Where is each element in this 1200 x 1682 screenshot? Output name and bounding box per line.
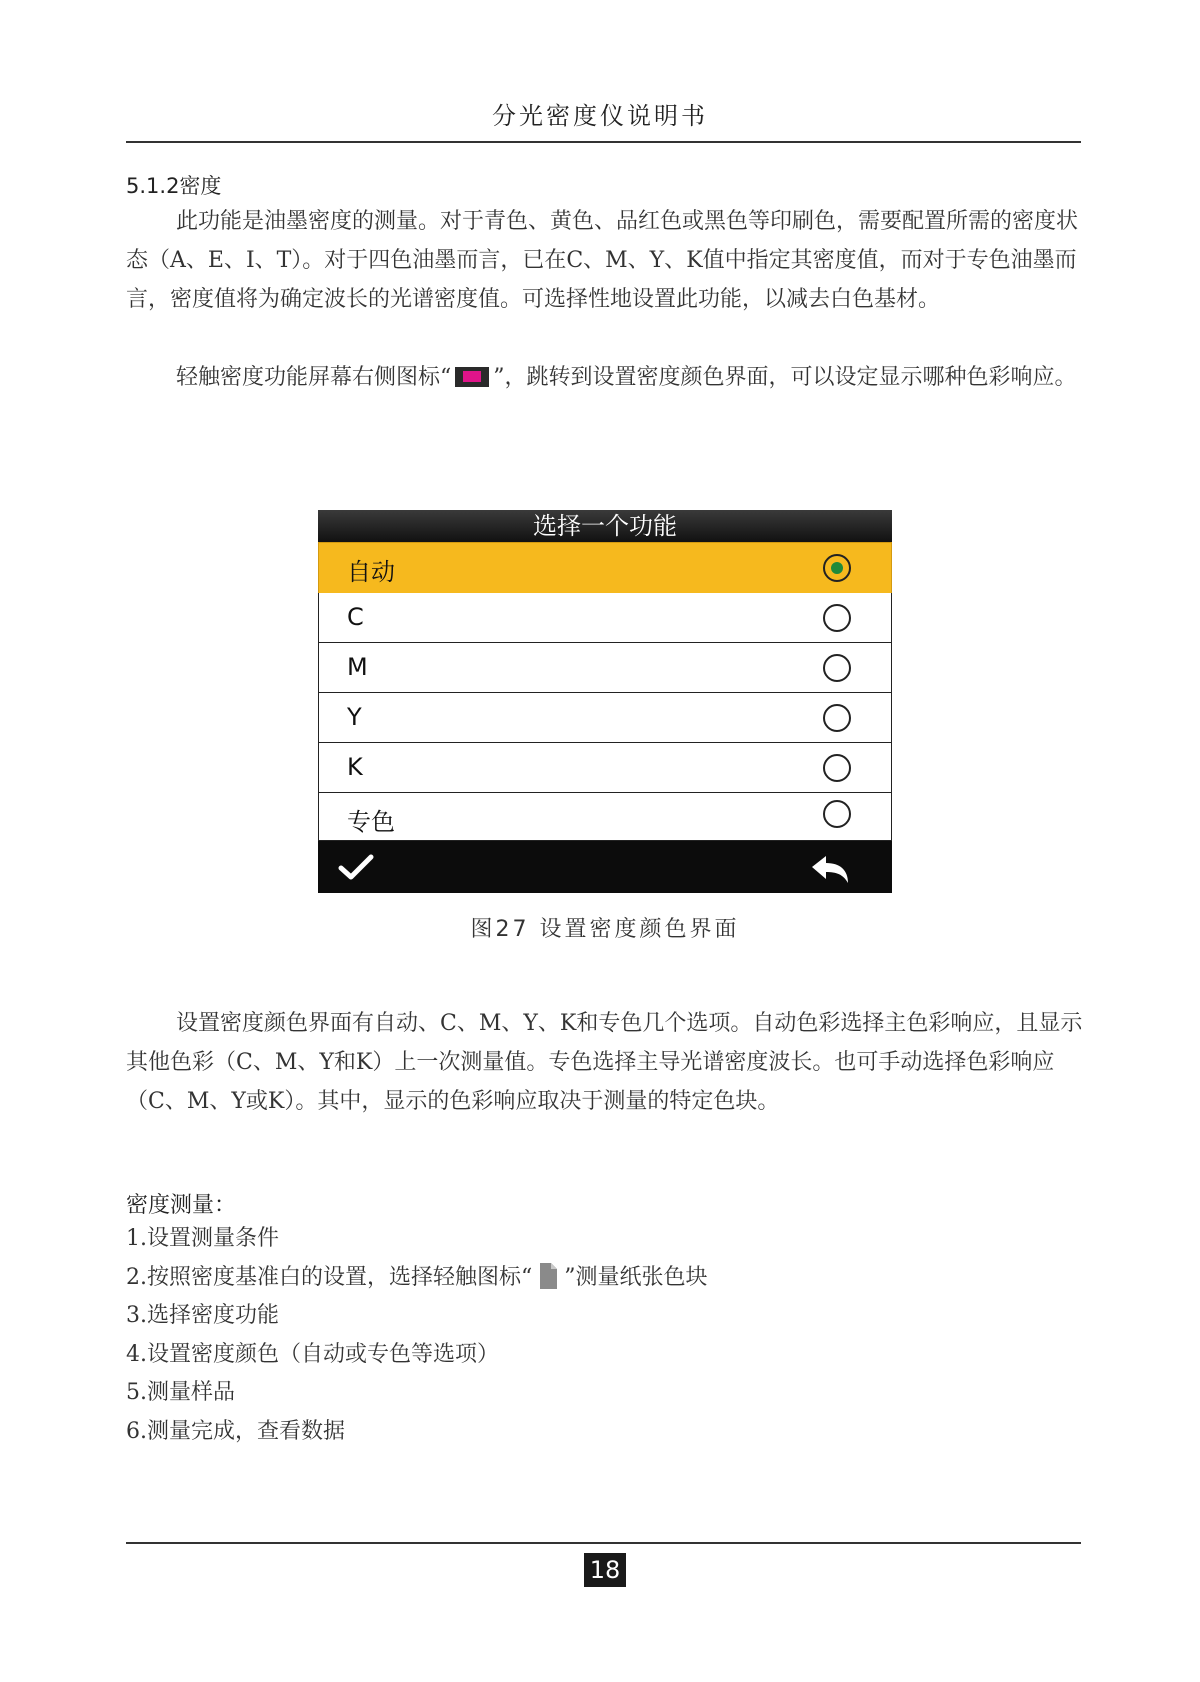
option-y[interactable] — [318, 693, 892, 743]
list-item — [126, 1259, 708, 1298]
option-label: 专色 — [347, 808, 395, 836]
paragraph-icon-hint — [126, 358, 1086, 397]
section-heading: 5.1.2密度 — [126, 174, 222, 198]
radio-icon[interactable] — [823, 654, 851, 682]
option-spot-color[interactable] — [318, 793, 892, 841]
checkmark-icon[interactable] — [338, 853, 374, 881]
document-icon — [538, 1262, 558, 1290]
screen-action-bar — [318, 841, 892, 893]
paragraph-icon-hint-before: 轻触密度功能屏幕右侧图标“ — [176, 365, 452, 390]
measurement-steps — [126, 1220, 708, 1451]
list-item: 5.测量样品 — [126, 1380, 235, 1405]
list-item: 1.设置测量条件 — [126, 1226, 279, 1251]
figure-caption: 图27 设置密度颜色界面 — [470, 917, 740, 942]
select-function-screen — [318, 510, 892, 893]
option-label: 自动 — [347, 558, 395, 586]
list-item: 6.测量完成，查看数据 — [126, 1418, 345, 1444]
list-item: 4.设置密度颜色（自动或专色等选项） — [126, 1341, 499, 1367]
document-title: 分光密度仪说明书 — [492, 102, 708, 130]
footer-rule — [126, 1542, 1081, 1544]
paragraph-intro: 此功能是油墨密度的测量。对于青色、黄色、品红色或黑色等印刷色，需要配置所需的密度状态（A、E、I、T）。对于四色油墨而言，已在C、M、Y、K值中指定其密度值，而对于专色油墨而言，密度值将为确定波长的光谱密度值。可选择性地设置此功能，以减去白色基材。 — [126, 209, 1079, 312]
radio-icon[interactable] — [823, 704, 851, 732]
option-c[interactable] — [318, 593, 892, 643]
option-m[interactable] — [318, 643, 892, 693]
option-label: K — [347, 753, 363, 781]
option-label: M — [347, 653, 368, 681]
paragraph-icon-hint-after: ”，跳转到设置密度颜色界面，可以设定显示哪种色彩响应。 — [493, 365, 1077, 390]
density-color-icon — [455, 367, 489, 387]
option-label: C — [347, 603, 364, 631]
list-item: 3.选择密度功能 — [126, 1303, 279, 1328]
header-rule — [126, 141, 1081, 143]
option-k[interactable] — [318, 743, 892, 793]
option-label: Y — [347, 703, 362, 731]
step2-after: ”测量纸张色块 — [564, 1264, 708, 1290]
radio-selected-icon[interactable] — [823, 554, 851, 582]
option-auto[interactable] — [318, 542, 892, 594]
step2-before: 2.按照密度基准白的设置，选择轻触图标“ — [126, 1264, 533, 1290]
page-number: 18 — [584, 1553, 626, 1587]
back-arrow-icon[interactable] — [808, 853, 852, 885]
radio-icon[interactable] — [823, 754, 851, 782]
paragraph-options: 设置密度颜色界面有自动、C、M、Y、K和专色几个选项。自动色彩选择主色彩响应，且显示其他色彩（C、M、Y和K）上一次测量值。专色选择主导光谱密度波长。也可手动选择色彩响应（C、M、Y或K）。其中，显示的色彩响应取决于测量的特定色块。 — [126, 1011, 1083, 1114]
radio-icon[interactable] — [823, 604, 851, 632]
radio-icon[interactable] — [823, 800, 851, 828]
measurement-heading: 密度测量： — [126, 1193, 237, 1218]
screen-title: 选择一个功能 — [318, 510, 892, 542]
